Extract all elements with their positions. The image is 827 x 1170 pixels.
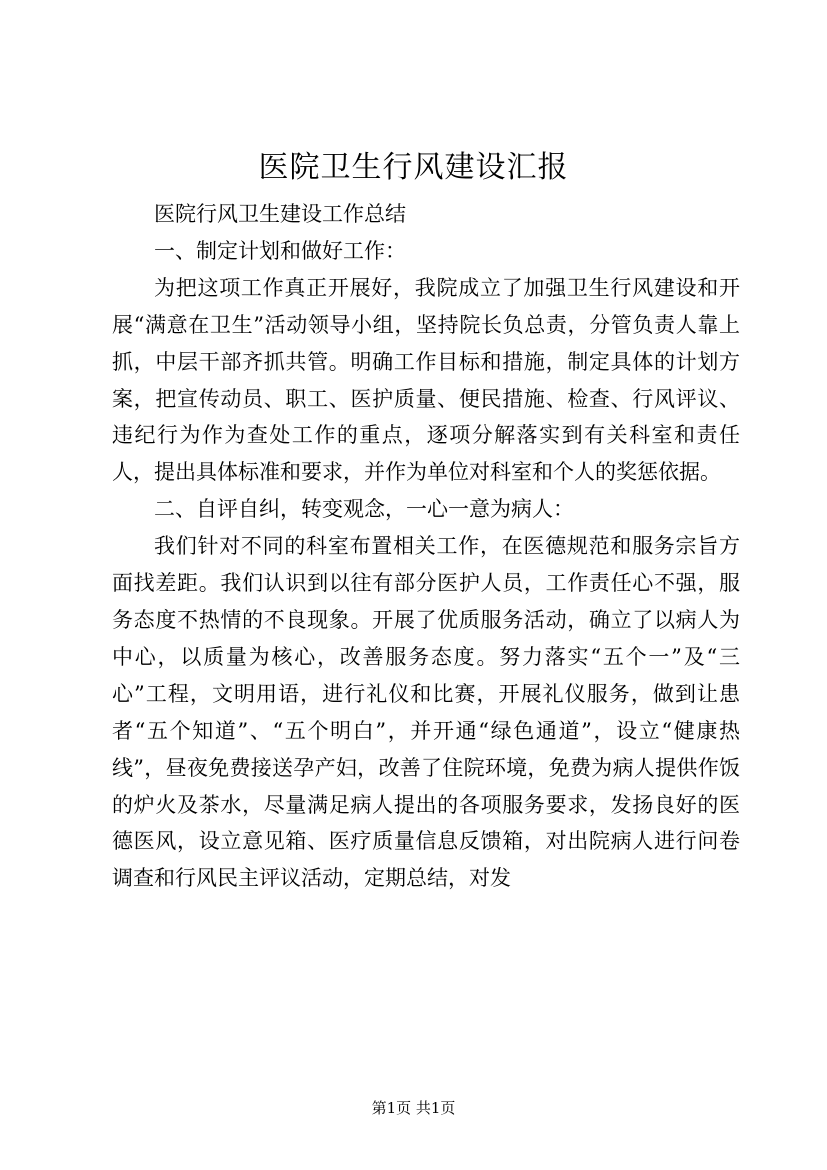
page-number-footer: 第1页 共1页 — [371, 1099, 456, 1117]
document-body — [112, 196, 740, 897]
section-1-paragraph: 为把这项工作真正开展好，我院成立了加强卫生行风建设和开展“满意在卫生”活动领导小组，坚持院长负总责，分管负责人靠上抓，中层干部齐抓共管。明确工作目标和措施，制定具体的计划方案，把宣传动员、职工、医护质量、便民措施、检查、行风评议、违纪行为作为查处工作的重点，逐项分解落实到有关科室和责任人，提出具体标准和要求，并作为单位对科室和个人的奖惩依据。 — [112, 275, 740, 485]
section-1-heading: 一、制定计划和做好工作： — [154, 238, 406, 263]
document-subtitle: 医院行风卫生建设工作总结 — [154, 202, 406, 226]
section-2-heading: 二、自评自纠，转变观念，一心一意为病人： — [154, 497, 574, 522]
document-title: 医院卫生行风建设汇报 — [258, 150, 569, 185]
section-2-paragraph: 我们针对不同的科室布置相关工作，在医德规范和服务宗旨方面找差距。我们认识到以往有部分医护人员，工作责任心不强，服务态度不热情的不良现象。开展了优质服务活动，确立了以病人为中心，以质量为核心，改善服务态度。努力落实“五个一”及“三心”工程，文明用语，进行礼仪和比赛，开展礼仪服务，做到让患者“五个知道”、“五个明白”，并开通“绿色通道”，设立“健康热线”，昼夜免费接送孕产妇，改善了住院环境，免费为病人提供作饭的炉火及茶水，尽量满足病人提出的各项服务要求，发扬良好的医德医风，设立意见箱、医疗质量信息反馈箱，对出院病人进行问卷调查和行风民主评议活动，定期总结，对发 — [112, 534, 740, 891]
